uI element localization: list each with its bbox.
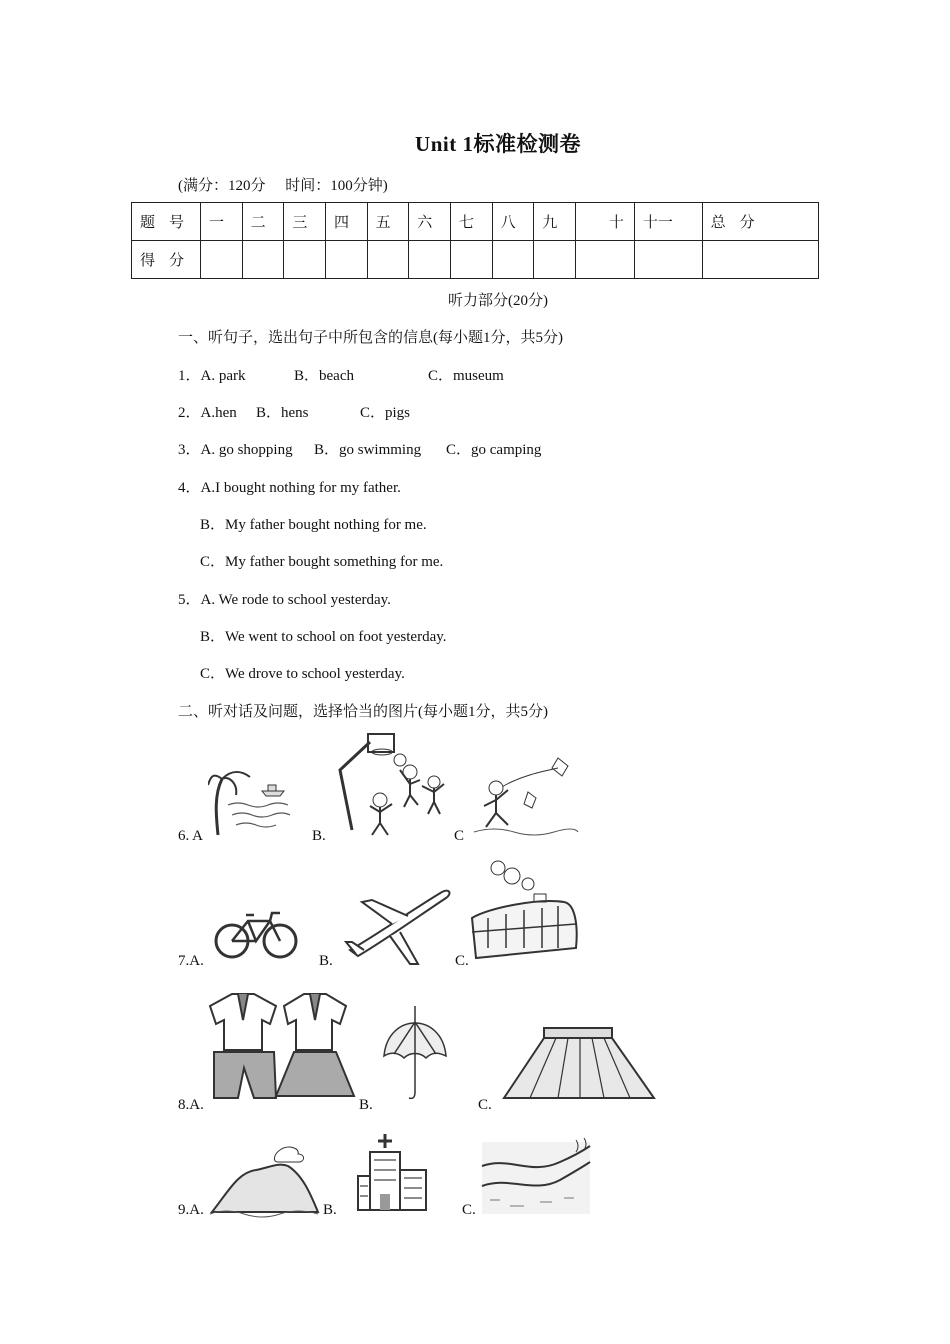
q5-option-a[interactable]: 5．A. We rode to school yesterday.	[178, 592, 391, 608]
skirt-image[interactable]	[500, 1024, 658, 1104]
score-cell[interactable]	[242, 241, 284, 279]
q2-option-a[interactable]: 2．A.hen	[178, 405, 237, 421]
exam-meta	[178, 174, 388, 195]
score-cell[interactable]	[284, 241, 326, 279]
q1-option-b[interactable]: B．beach	[294, 368, 354, 384]
score-cell[interactable]	[409, 241, 451, 279]
score-cell[interactable]	[325, 241, 367, 279]
score-table-row-header	[132, 203, 819, 241]
basketball-kids-image[interactable]	[330, 730, 452, 840]
q9-label-b[interactable]: B.	[323, 1202, 337, 1218]
q7-label-b[interactable]: B.	[319, 953, 333, 969]
exam-time: 时间：100分钟)	[285, 178, 388, 194]
q6-label-a[interactable]: 6. A	[178, 828, 204, 844]
q4-option-c[interactable]: C．My father bought something for me.	[200, 554, 444, 570]
col-4: 四	[325, 203, 367, 241]
question-3	[178, 438, 541, 459]
col-6: 六	[409, 203, 451, 241]
airplane-image[interactable]	[342, 884, 452, 966]
score-cell[interactable]	[367, 241, 409, 279]
q7-label-c[interactable]: C.	[455, 953, 469, 969]
q2-option-c[interactable]: C．pigs	[360, 405, 411, 421]
q8-label-c[interactable]: C.	[478, 1097, 492, 1113]
col-5: 五	[367, 203, 409, 241]
score-cell[interactable]	[492, 241, 534, 279]
col-3: 三	[284, 203, 326, 241]
score-table	[131, 202, 819, 279]
col-8: 八	[492, 203, 534, 241]
col-7: 七	[450, 203, 492, 241]
score-cell[interactable]	[534, 241, 576, 279]
kite-flying-image[interactable]	[470, 752, 580, 840]
q6-label-b[interactable]: B.	[312, 828, 326, 844]
q1-option-c[interactable]: C．museum	[428, 368, 504, 384]
score-cell[interactable]	[575, 241, 634, 279]
umbrella-image[interactable]	[380, 992, 450, 1104]
question-2	[178, 401, 410, 422]
bicycle-image[interactable]	[212, 905, 300, 961]
river-image[interactable]	[480, 1136, 592, 1216]
score-cell-total[interactable]	[702, 241, 818, 279]
score-cell[interactable]	[450, 241, 492, 279]
mountain-image[interactable]	[208, 1142, 320, 1218]
col-total: 总分	[702, 203, 818, 241]
q4-option-b[interactable]: B．My father bought nothing for me.	[200, 517, 427, 533]
score-cell[interactable]	[201, 241, 243, 279]
part2-heading: 二、听对话及问题，选择恰当的图片(每小题1分，共5分)	[178, 704, 548, 720]
train-image[interactable]	[468, 858, 580, 966]
col-11: 十一	[634, 203, 702, 241]
q3-option-a[interactable]: 3．A. go shopping	[178, 442, 293, 458]
q9-label-c[interactable]: C.	[462, 1202, 476, 1218]
row-label-question: 题号	[132, 203, 201, 241]
col-10: 十	[575, 203, 634, 241]
q8-label-b[interactable]: B.	[359, 1097, 373, 1113]
part1-heading: 一、听句子，选出句子中所包含的信息(每小题1分，共5分)	[178, 330, 563, 346]
q1-option-a[interactable]: 1．A. park	[178, 368, 246, 384]
q4-option-a[interactable]: 4．A.I bought nothing for my father.	[178, 480, 401, 496]
hospital-image[interactable]	[356, 1130, 430, 1212]
q6-label-c[interactable]: C	[454, 828, 465, 844]
q2-option-b[interactable]: B．hens	[256, 405, 309, 421]
full-score: (满分：120分	[178, 178, 266, 194]
row-label-score: 得分	[132, 241, 201, 279]
listening-title: 听力部分(20分)	[448, 293, 548, 309]
beach-palm-image[interactable]	[208, 765, 293, 837]
q9-label-a[interactable]: 9.A.	[178, 1202, 204, 1218]
score-table-row-scores	[132, 241, 819, 279]
col-1: 一	[201, 203, 243, 241]
col-2: 二	[242, 203, 284, 241]
q8-label-a[interactable]: 8.A.	[178, 1097, 204, 1113]
score-cell[interactable]	[634, 241, 702, 279]
q3-option-b[interactable]: B．go swimming	[314, 442, 422, 458]
school-uniforms-image[interactable]	[204, 990, 356, 1106]
q7-label-a[interactable]: 7.A.	[178, 953, 204, 969]
q5-option-c[interactable]: C．We drove to school yesterday.	[200, 666, 405, 682]
question-1	[178, 364, 504, 385]
q3-option-c[interactable]: C．go camping	[446, 442, 542, 458]
col-9: 九	[534, 203, 576, 241]
page-title: Unit 1标准检测卷	[415, 132, 581, 156]
q5-option-b[interactable]: B．We went to school on foot yesterday.	[200, 629, 447, 645]
